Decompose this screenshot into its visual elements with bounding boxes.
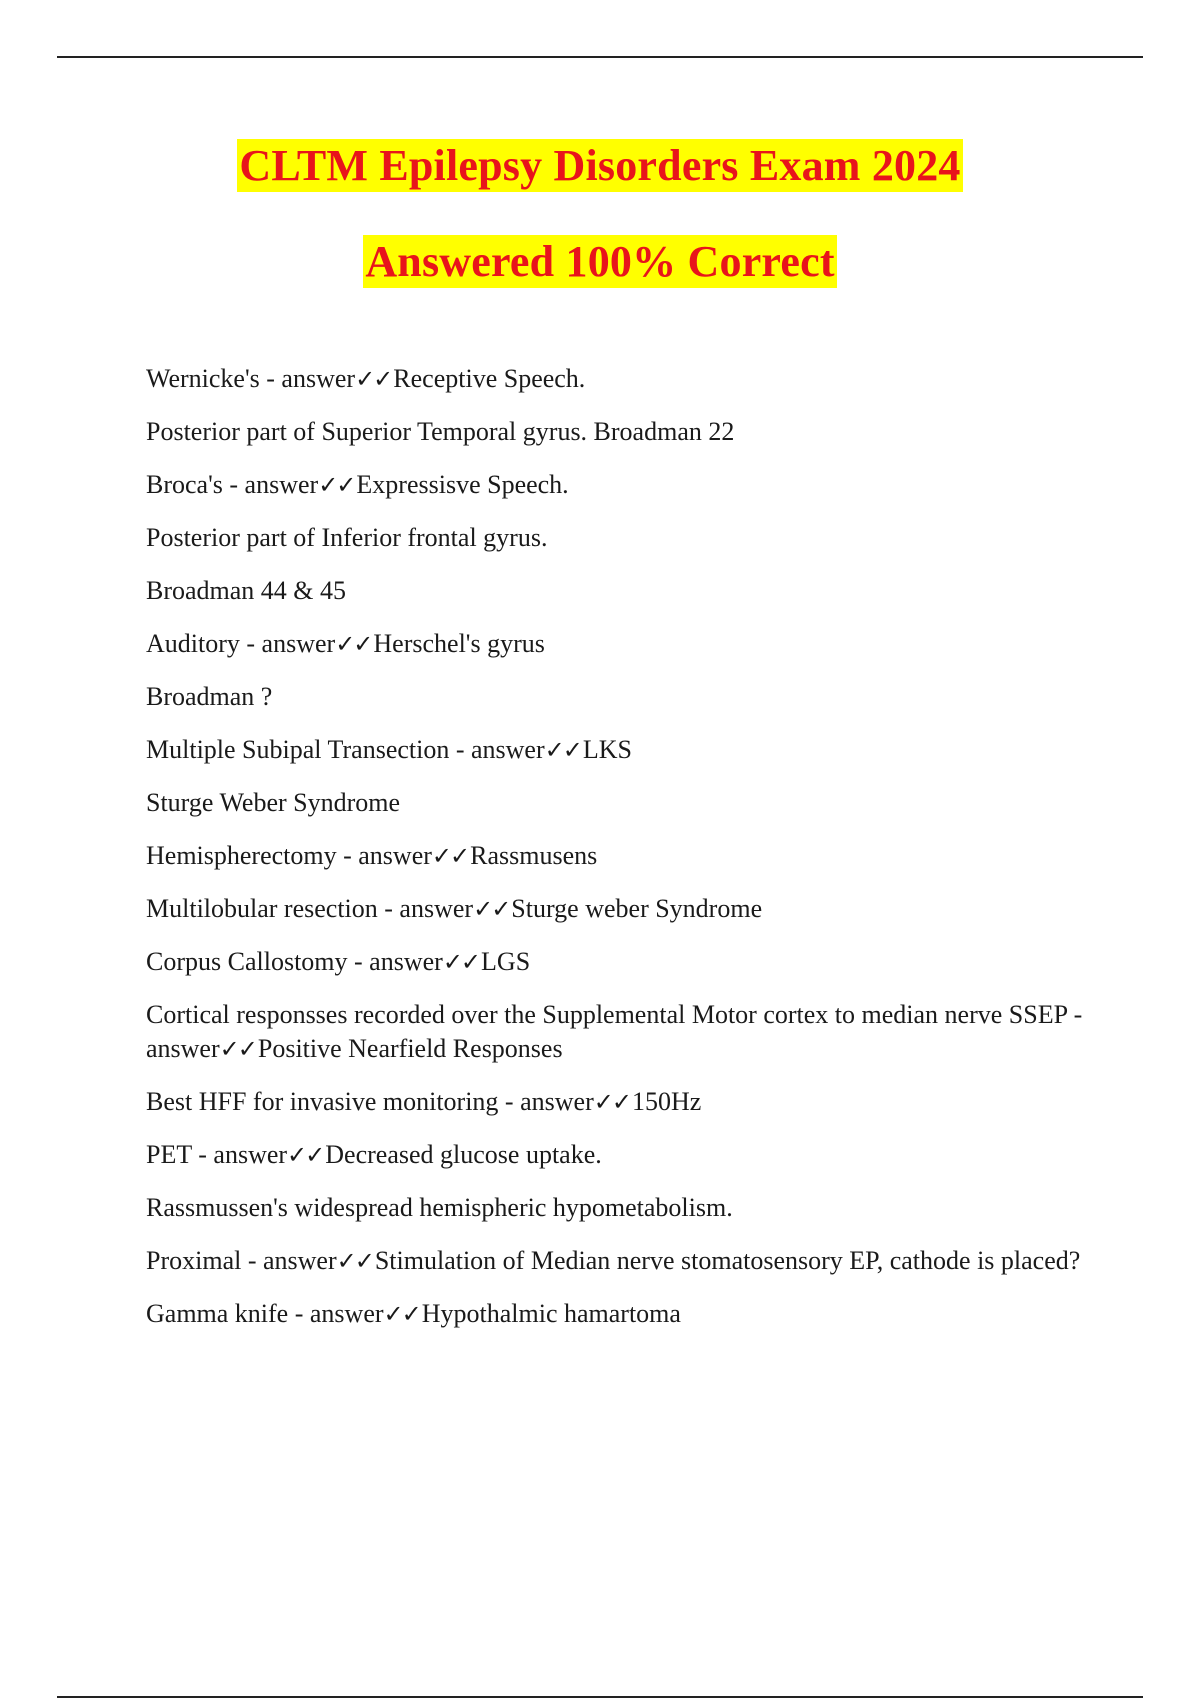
qa-item (146, 468, 1086, 502)
document-title: CLTM Epilepsy Disorders Exam 2024 (239, 141, 961, 190)
double-check-icon: ✓✓ (593, 1088, 630, 1116)
title-block (0, 140, 1200, 332)
qa-question: Multilobular resection - answer (146, 894, 474, 923)
qa-answer: Hypothalmic hamartoma (421, 1299, 681, 1328)
title-line-2 (0, 236, 1200, 298)
double-check-icon: ✓✓ (383, 1300, 420, 1328)
title-line-1 (0, 140, 1200, 202)
qa-item (146, 1138, 1086, 1172)
qa-item (146, 415, 1086, 449)
qa-item (146, 733, 1086, 767)
double-check-icon: ✓✓ (318, 471, 355, 499)
double-check-icon: ✓✓ (355, 365, 392, 393)
double-check-icon: ✓✓ (442, 948, 480, 976)
qa-question: Hemispherectomy - answer (146, 841, 432, 870)
document-subtitle: Answered 100% Correct (365, 237, 835, 286)
qa-answer: Receptive Speech. (393, 364, 586, 393)
qa-item (146, 1244, 1086, 1278)
qa-question: Proximal - answer (146, 1246, 337, 1275)
qa-question: Wernicke's - answer (146, 364, 356, 393)
double-check-icon: ✓✓ (473, 895, 510, 923)
qa-answer: Expressisve Speech. (356, 470, 569, 499)
qa-answer: Positive Nearfield Responses (257, 1034, 563, 1063)
double-check-icon: ✓✓ (431, 842, 469, 870)
qa-answer: Rassmusens (470, 841, 598, 870)
double-check-icon: ✓✓ (335, 630, 372, 658)
qa-item (146, 362, 1086, 396)
double-check-icon: ✓✓ (287, 1141, 324, 1169)
qa-item (146, 786, 1086, 820)
double-check-icon: ✓✓ (544, 736, 581, 764)
double-check-icon: ✓✓ (336, 1247, 373, 1275)
qa-item (146, 1297, 1086, 1331)
qa-question: Multiple Subipal Transection - answer (146, 735, 545, 764)
qa-item (146, 521, 1086, 555)
qa-answer: LGS (481, 947, 531, 976)
qa-answer: LKS (582, 735, 632, 764)
qa-item (146, 680, 1086, 714)
qa-text: Rassmussen's widespread hemispheric hypometabolism. (146, 1193, 733, 1222)
qa-item (146, 627, 1086, 661)
qa-answer: Decreased glucose uptake. (325, 1140, 602, 1169)
qa-question: Broca's - answer (146, 470, 319, 499)
qa-question: Corpus Callostomy - answer (146, 947, 443, 976)
qa-item (146, 1085, 1086, 1119)
qa-answer: Stimulation of Median nerve stomatosensory EP, cathode is placed? (374, 1246, 1081, 1275)
bottom-rule (57, 1696, 1143, 1698)
qa-list (146, 362, 1086, 1350)
qa-question: Auditory - answer (146, 629, 336, 658)
qa-item (146, 839, 1086, 873)
qa-answer: Herschel's gyrus (373, 629, 545, 658)
qa-item (146, 998, 1086, 1066)
qa-text: Broadman 44 & 45 (146, 576, 347, 605)
qa-item (146, 1191, 1086, 1225)
qa-item (146, 574, 1086, 608)
qa-text: Posterior part of Inferior frontal gyrus. (146, 523, 548, 552)
qa-answer: 150Hz (631, 1087, 702, 1116)
top-rule (57, 56, 1143, 58)
qa-question: Gamma knife - answer (146, 1299, 384, 1328)
qa-question: Best HFF for invasive monitoring - answer (146, 1087, 594, 1116)
qa-item (146, 945, 1086, 979)
qa-question: PET - answer (146, 1140, 288, 1169)
qa-text: Broadman ? (146, 682, 273, 711)
qa-answer: Sturge weber Syndrome (511, 894, 763, 923)
qa-text: Sturge Weber Syndrome (146, 788, 401, 817)
qa-item (146, 892, 1086, 926)
qa-question: Cortical responsses recorded over the Supplemental Motor cortex to median nerve SSEP - answer (146, 1000, 1083, 1063)
double-check-icon: ✓✓ (219, 1035, 256, 1063)
qa-text: Posterior part of Superior Temporal gyrus. Broadman 22 (146, 417, 735, 446)
